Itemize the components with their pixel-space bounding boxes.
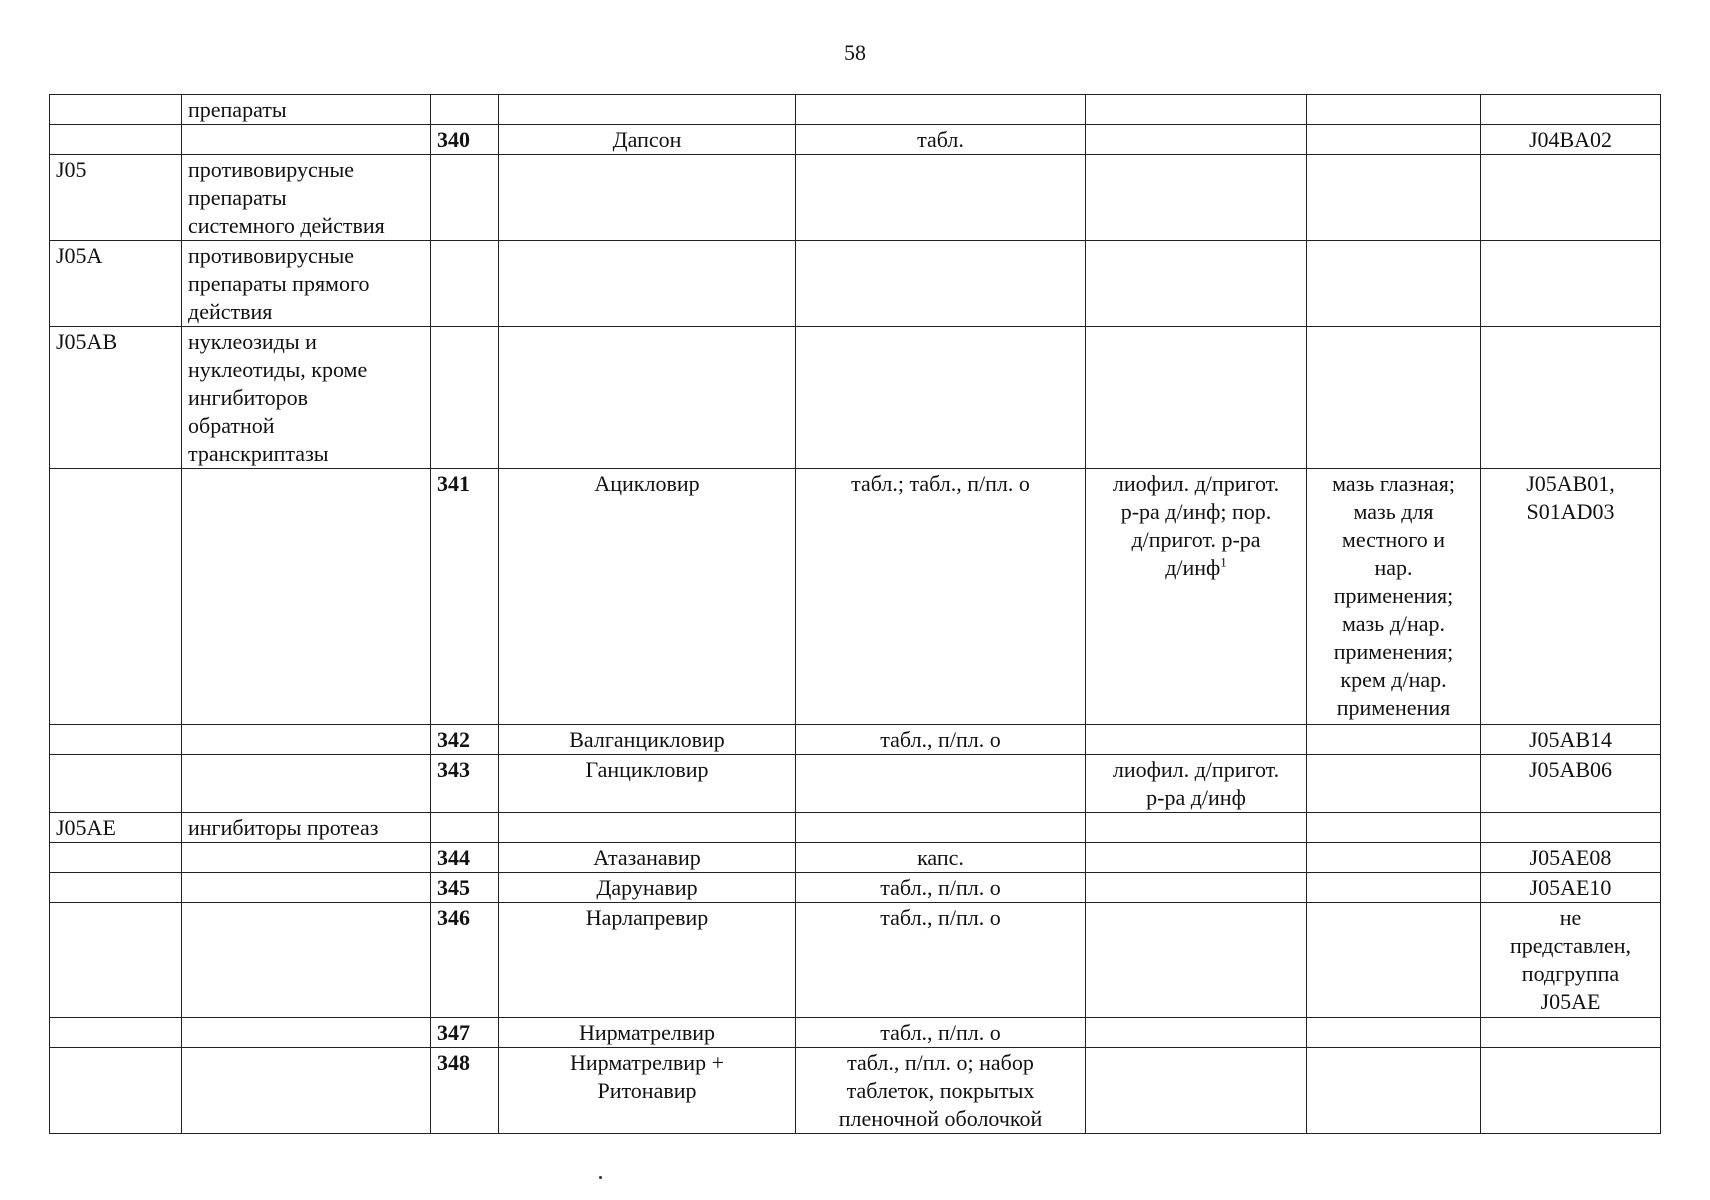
atc-ref-cell: J05AB06 <box>1481 755 1661 813</box>
group-name-cell: противовирусные препараты прямого действия <box>182 241 431 327</box>
atc-ref-cell <box>1481 155 1661 241</box>
item-number-cell: 340 <box>431 125 499 155</box>
table-row <box>50 1048 1661 1134</box>
form-oral-cell <box>796 155 1086 241</box>
drug-name-cell: Нарлапревир <box>499 903 796 1018</box>
form-injection-cell <box>1086 843 1307 873</box>
atc-ref-cell: J05AB14 <box>1481 725 1661 755</box>
form-topical-cell <box>1307 1018 1481 1048</box>
drug-name-cell <box>499 327 796 469</box>
form-topical-cell <box>1307 725 1481 755</box>
atc-ref-cell <box>1481 327 1661 469</box>
atc-ref-cell <box>1481 1018 1661 1048</box>
item-number-cell <box>431 327 499 469</box>
form-topical-cell <box>1307 1048 1481 1134</box>
table-row <box>50 155 1661 241</box>
atc-code-cell <box>50 843 182 873</box>
drug-table <box>49 94 1661 1134</box>
form-injection-cell <box>1086 873 1307 903</box>
form-topical-cell <box>1307 755 1481 813</box>
form-topical-cell <box>1307 155 1481 241</box>
atc-code-cell <box>50 755 182 813</box>
atc-ref-cell <box>1481 95 1661 125</box>
drug-name-cell: Нирматрелвир + Ритонавир <box>499 1048 796 1134</box>
atc-code-cell: J05 <box>50 155 182 241</box>
item-number-cell: 348 <box>431 1048 499 1134</box>
item-number-cell: 347 <box>431 1018 499 1048</box>
atc-code-cell <box>50 1048 182 1134</box>
table-row <box>50 843 1661 873</box>
atc-ref-cell <box>1481 813 1661 843</box>
form-oral-cell: табл., п/пл. о <box>796 1018 1086 1048</box>
form-topical-cell: мазь глазная; мазь для местного и нар. применения; мазь д/нар. применения; крем д/нар. применения <box>1307 469 1481 725</box>
table-row <box>50 1018 1661 1048</box>
form-injection-cell <box>1086 903 1307 1018</box>
item-number-cell <box>431 241 499 327</box>
atc-ref-cell: J05AB01, S01AD03 <box>1481 469 1661 725</box>
drug-name-cell: Атазанавир <box>499 843 796 873</box>
form-injection-cell <box>1086 125 1307 155</box>
form-oral-cell: табл.; табл., п/пл. о <box>796 469 1086 725</box>
table-row <box>50 755 1661 813</box>
item-number-cell: 345 <box>431 873 499 903</box>
atc-code-cell <box>50 469 182 725</box>
group-name-cell <box>182 469 431 725</box>
table-row <box>50 813 1661 843</box>
atc-ref-cell: J05AE10 <box>1481 873 1661 903</box>
table-row <box>50 95 1661 125</box>
group-name-cell: ингибиторы протеаз <box>182 813 431 843</box>
form-oral-cell <box>796 241 1086 327</box>
form-injection-cell <box>1086 327 1307 469</box>
group-name-cell <box>182 125 431 155</box>
form-oral-cell: капс. <box>796 843 1086 873</box>
form-injection-cell <box>1086 1048 1307 1134</box>
group-name-cell <box>182 755 431 813</box>
form-topical-cell <box>1307 327 1481 469</box>
atc-code-cell: J05AE <box>50 813 182 843</box>
form-oral-cell: табл. <box>796 125 1086 155</box>
drug-name-cell: Валганцикловир <box>499 725 796 755</box>
group-name-cell: нуклеозиды и нуклеотиды, кроме ингибиторов обратной транскриптазы <box>182 327 431 469</box>
drug-name-cell <box>499 813 796 843</box>
item-number-cell: 344 <box>431 843 499 873</box>
atc-ref-cell: J05AE08 <box>1481 843 1661 873</box>
table-row <box>50 241 1661 327</box>
form-topical-cell <box>1307 95 1481 125</box>
scan-speck <box>599 1176 602 1179</box>
form-topical-cell <box>1307 873 1481 903</box>
atc-ref-cell: не представлен, подгруппа J05AE <box>1481 903 1661 1018</box>
atc-ref-cell: J04BA02 <box>1481 125 1661 155</box>
form-topical-cell <box>1307 813 1481 843</box>
item-number-cell <box>431 95 499 125</box>
footnote-marker: 1 <box>1220 554 1227 570</box>
atc-ref-cell <box>1481 1048 1661 1134</box>
form-injection-cell <box>1086 95 1307 125</box>
form-topical-cell <box>1307 241 1481 327</box>
form-injection-cell: лиофил. д/пригот. р-ра д/инф; пор. д/пригот. р-ра д/инф$^1$ <box>1086 469 1307 725</box>
drug-name-cell <box>499 155 796 241</box>
drug-name-cell <box>499 241 796 327</box>
drug-name-cell: Ацикловир <box>499 469 796 725</box>
table-row <box>50 469 1661 725</box>
table-row <box>50 327 1661 469</box>
drug-name-cell: Ганцикловир <box>499 755 796 813</box>
form-injection-cell: лиофил. д/пригот. р-ра д/инф <box>1086 755 1307 813</box>
group-name-cell <box>182 873 431 903</box>
atc-code-cell: J05AB <box>50 327 182 469</box>
form-injection-cell <box>1086 1018 1307 1048</box>
form-topical-cell <box>1307 125 1481 155</box>
group-name-cell <box>182 1048 431 1134</box>
atc-code-cell: J05A <box>50 241 182 327</box>
atc-code-cell <box>50 873 182 903</box>
item-number-cell: 343 <box>431 755 499 813</box>
item-number-cell <box>431 155 499 241</box>
item-number-cell: 341 <box>431 469 499 725</box>
group-name-cell <box>182 843 431 873</box>
atc-ref-cell <box>1481 241 1661 327</box>
form-injection-cell <box>1086 155 1307 241</box>
form-oral-cell: табл., п/пл. о; набор таблеток, покрытых пленочной оболочкой <box>796 1048 1086 1134</box>
table-row <box>50 725 1661 755</box>
form-oral-cell <box>796 95 1086 125</box>
page-number: 58 <box>844 40 866 65</box>
group-name-cell: препараты <box>182 95 431 125</box>
drug-name-cell: Нирматрелвир <box>499 1018 796 1048</box>
atc-code-cell <box>50 725 182 755</box>
atc-code-cell <box>50 125 182 155</box>
table-row <box>50 873 1661 903</box>
form-oral-cell: табл., п/пл. о <box>796 725 1086 755</box>
form-injection-cell <box>1086 813 1307 843</box>
table-row <box>50 125 1661 155</box>
drug-name-cell <box>499 95 796 125</box>
form-oral-cell <box>796 327 1086 469</box>
form-injection-cell <box>1086 725 1307 755</box>
group-name-cell <box>182 1018 431 1048</box>
table-row <box>50 903 1661 1018</box>
group-name-cell <box>182 903 431 1018</box>
item-number-cell: 342 <box>431 725 499 755</box>
form-topical-cell <box>1307 903 1481 1018</box>
group-name-cell <box>182 725 431 755</box>
item-number-cell: 346 <box>431 903 499 1018</box>
form-topical-cell <box>1307 843 1481 873</box>
form-injection-cell <box>1086 241 1307 327</box>
form-oral-cell: табл., п/пл. о <box>796 903 1086 1018</box>
drug-name-cell: Дапсон <box>499 125 796 155</box>
form-oral-cell: табл., п/пл. о <box>796 873 1086 903</box>
atc-code-cell <box>50 95 182 125</box>
form-oral-cell <box>796 755 1086 813</box>
atc-code-cell <box>50 903 182 1018</box>
item-number-cell <box>431 813 499 843</box>
form-oral-cell <box>796 813 1086 843</box>
group-name-cell: противовирусные препараты системного действия <box>182 155 431 241</box>
atc-code-cell <box>50 1018 182 1048</box>
drug-name-cell: Дарунавир <box>499 873 796 903</box>
